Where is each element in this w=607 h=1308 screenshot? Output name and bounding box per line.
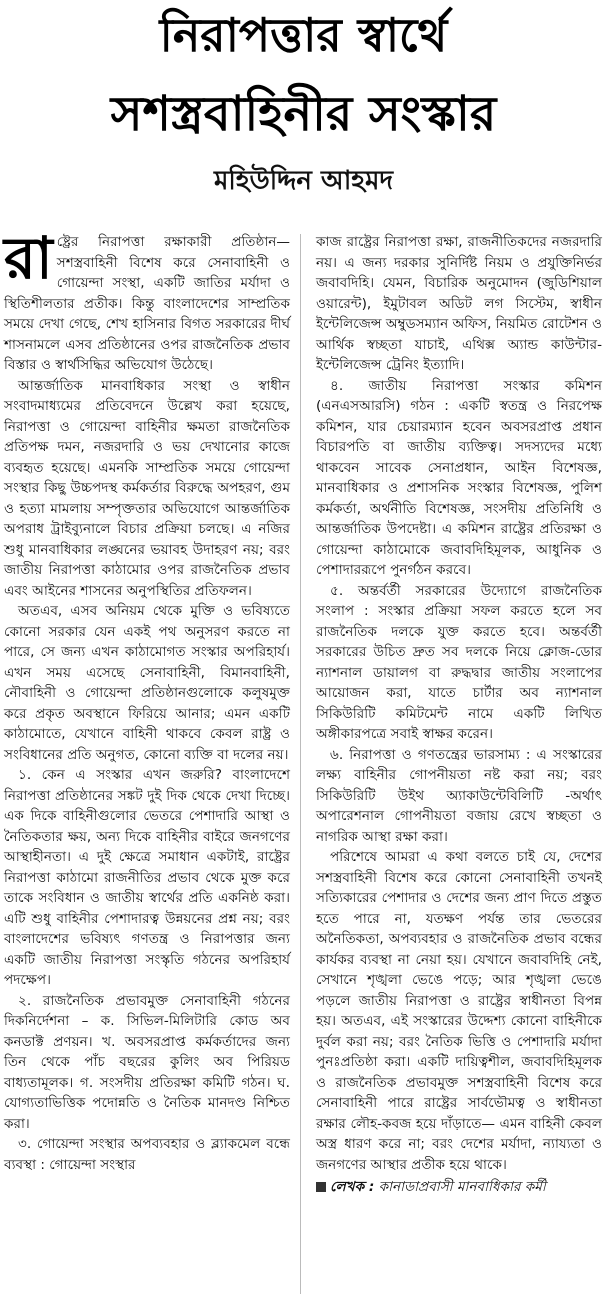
paragraph: কাজ রাষ্ট্রের নিরাপত্তা রক্ষা, রাজনীতিকদের নজরদারি নয়। এ জন্য দরকার সুনির্দিষ্ট নিয়ম ও প্রযুক্তিনির্ভর জবাবদিহি। যেমন, বিচারিক অনুমোদন (জুডিশিয়াল ওয়ারেন্ট), ইমুটাবল অডিট লগ সিস্টেম, স্বাধীন ইন্টেলিজেন্স অম্বুডসম্যান অফিস, নিয়মিত রোটেশন ও আর্থিক স্বচ্ছতা যাচাই, এথিক্স অ্যান্ড কাউন্টার-ইন্টেলিজেন্স ট্রেনিং ইত্যাদি। bbox=[316, 234, 602, 373]
paragraph bbox=[4, 224, 290, 376]
headline-line-1: নিরাপত্তার স্বার্থে bbox=[159, 8, 448, 62]
paragraph: ৪. জাতীয় নিরাপত্তা সংস্কার কমিশন (এনএসআরসি) গঠন : একটি স্বতন্ত্র ও নিরপেক্ষ কমিশন, যার চেয়ারম্যান হবেন অবসরপ্রাপ্ত প্রধান বিচারপতি বা জাতীয় ব্যক্তিত্ব। সদস্যদের মধ্যে থাকবেন সাবেক সেনাপ্রধান, আইন বিশেষজ্ঞ, মানবাধিকার ও প্রশাসনিক সংস্কার বিশেষজ্ঞ, পুলিশ কর্মকর্তা, অর্থনীতি বিশেষজ্ঞ, সংসদীয় প্রতিনিধি ও আন্তর্জাতিক উপদেষ্টা। এ কমিশন রাষ্ট্রের প্রতিরক্ষা ও গোয়েন্দা কাঠামোকে জবাবদিহিমূলক, আধুনিক ও পেশাদাররূপে পুনর্গঠন করবে। bbox=[316, 377, 602, 578]
author-byline bbox=[316, 1177, 602, 1198]
paragraph: অতএব, এসব অনিয়ম থেকে মুক্তি ও ভবিষ্যতে কোনো সরকার যেন একই পথ অনুসরণ করতে না পারে, সে জন্য এখন কাঠামোগত সংস্কার অপরিহার্য। এখন সময় এসেছে সেনাবাহিনী, বিমানবাহিনী, নৌবাহিনী ও গোয়েন্দা প্রতিষ্ঠানগুলোকে কলুষমুক্ত করে প্রকৃত অবস্থানে ফিরিয়ে আনার; এমন একটি কাঠামোতে, যেখানে বাহিনী থাকবে কেবল রাষ্ট্র ও সংবিধানের প্রতি অনুগত, কোনো ব্যক্তি বা দলের নয়। bbox=[4, 603, 290, 763]
paragraph: আন্তর্জাতিক মানবাধিকার সংস্থা ও স্বাধীন সংবাদমাধ্যমের প্রতিবেদনে উল্লেখ করা হয়েছে, নিরাপত্তা ও গোয়েন্দা বাহিনীর ক্ষমতা রাজনৈতিক প্রতিপক্ষ দমন, নজরদারি ও ভয় দেখানোর কাজে ব্যবহৃত হয়েছে। এমনকি সাম্প্রতিক সময়ে গোয়েন্দা সংস্থার কিছু উচ্চপদস্থ কর্মকর্তার বিরুদ্ধে অপহরণ, গুম ও হত্যা মামলায় সম্পৃক্ততার অভিযোগে আন্তর্জাতিক অপরাধ ট্রাইব্যুনালে বিচার প্রক্রিয়া চলছে। এ নজির শুধু মানবাধিকার লঙ্ঘনের ভয়াবহ উদাহরণ নয়; বরং জাতীয় নিরাপত্তা কাঠামোর ওপর রাজনৈতিক প্রভাব এবং আইনের শাসনের অনুপস্থিতির প্রতিফলন। bbox=[4, 377, 290, 599]
byline-label: লেখক : bbox=[330, 1179, 375, 1195]
paragraph: ৬. নিরাপত্তা ও গণতন্ত্রের ভারসাম্য : এ সংস্কারের লক্ষ্য বাহিনীর গোপনীয়তা নষ্ট করা নয়; বরং সিকিউরিটি উইথ অ্যাকাউন্টেবিলিটি -অর্থাৎ অপারেশনাল গোপনীয়তা বজায় রেখে স্বচ্ছতা ও নাগরিক আস্থা রক্ষা করা। bbox=[316, 746, 602, 845]
paragraph: ৩. গোয়েন্দা সংস্থার অপব্যবহার ও ব্ল্যাকমেল বন্ধে ব্যবস্থা : গোয়েন্দা সংস্থার bbox=[4, 1136, 290, 1173]
article-column-right bbox=[316, 232, 602, 1198]
paragraph: ২. রাজনৈতিক প্রভাবমুক্ত সেনাবাহিনী গঠনের দিকনির্দেশনা – ক. সিভিল-মিলিটারি কোড অব কনডাক্ট প্রণয়ন। খ. অবসরপ্রাপ্ত কর্মকর্তাদের জন্য তিন থেকে পাঁচ বছরের কুলিং অব পিরিয়ড বাধ্যতামূলক। গ. সংসদীয় প্রতিরক্ষা কমিটি গঠন। ঘ. যোগ্যতাভিত্তিক পদোন্নতি ও নৈতিক মানদণ্ড নিশ্চিত করা। bbox=[4, 992, 290, 1132]
author-name: মহিউদ্দিন আহমদ bbox=[213, 166, 394, 196]
paragraph: ১. কেন এ সংস্কার এখন জরুরি? বাংলাদেশে নিরাপত্তা প্রতিষ্ঠানের সঙ্কট দুই দিক থেকে দেখা দিচ্ছে। এক দিকে বাহিনীগুলোর ভেতরে পেশাদারি আস্থা ও নৈতিকতার ক্ষয়, অন্য দিকে বাহিনীর বাইরে জনগণের আস্থাহীনতা। এ দুই ক্ষেত্রে সমাধান একটাই, রাষ্ট্রের নিরাপত্তা কাঠামো রাজনীতির প্রভাব থেকে মুক্ত করে তাকে সংবিধান ও জাতীয় স্বার্থের প্রতি একনিষ্ঠ করা। এটি শুধু বাহিনীর পেশাদারত্ব উন্নয়নের প্রশ্ন নয়; বরং বাংলাদেশের ভবিষ্যৎ গণতন্ত্র ও নিরাপত্তার জন্য একটি জাতীয় নিরাপত্তা সংস্কৃতি গঠনের অপরিহার্য পদক্ষেপ। bbox=[4, 767, 290, 988]
drop-cap: রা bbox=[4, 224, 53, 292]
byline-text: কানাডাপ্রবাসী মানবাধিকার কর্মী bbox=[378, 1179, 546, 1195]
headline-line-2: সশস্ত্রবাহিনীর সংস্কার bbox=[110, 86, 497, 142]
article-column-left bbox=[4, 224, 290, 1175]
paragraph: ৫. অন্তর্বর্তী সরকারের উদ্যোগে রাজনৈতিক সংলাপ : সংস্কার প্রক্রিয়া সফল করতে হলে সব রাজনৈতিক দলকে যুক্ত করতে হবে। অন্তর্বর্তী সরকারের উচিত দ্রুত সব দলকে নিয়ে ক্লোজ-ডোর ন্যাশনাল ডায়ালগ বা রুদ্ধদ্বার জাতীয় সংলাপের আয়োজন করা, যাতে চার্টার অব ন্যাশনাল সিকিউরিটি কমিটমেন্ট নামে একটি লিখিত অঙ্গীকারপত্রে সবাই স্বাক্ষর করেন। bbox=[316, 582, 602, 742]
paragraph: পরিশেষে আমরা এ কথা বলতে চাই যে, দেশের সশস্ত্রবাহিনী বিশেষ করে কোনো সেনাবাহিনী তখনই সত্যিকারের পেশাদার ও দেশের জন্য প্রাণ দিতে প্রস্তুত হতে পারে না, যতক্ষণ পর্যন্ত তার ভেতরের অনৈতিকতা, অপব্যবহার ও রাজনৈতিক প্রভাব বন্ধের কার্যকর ব্যবস্থা না নেয়া হয়। যেখানে জবাবদিহি নেই, সেখানে শৃঙ্খলা ভেঙে পড়ে; আর শৃঙ্খলা ভেঙে পড়লে জাতীয় নিরাপত্তা ও রাষ্ট্রের স্বাধীনতা বিপন্ন হয়। অতএব, এই সংস্কারের উদ্দেশ্য কোনো বাহিনীকে দুর্বল করা নয়; বরং নৈতিক ভিত্তি ও পেশাদারি মর্যাদা পুনঃপ্রতিষ্ঠা করা। একটি দায়িত্বশীল, জবাবদিহিমূলক ও রাজনৈতিক প্রভাবমুক্ত সশস্ত্রবাহিনী বিশেষ করে সেনাবাহিনী পারে রাষ্ট্রের সার্বভৌমত্ব ও স্বাধীনতা রক্ষার লৌহ-কবজ হয়ে দাঁড়াতে— এমন বাহিনী কেবল অস্ত্র ধারণ করে না; বরং দেশের মর্যাদা, ন্যায্যতা ও জনগণের আস্থার প্রতীক হয়ে থাকে। bbox=[316, 849, 602, 1173]
square-bullet-icon bbox=[316, 1182, 326, 1192]
paragraph-text: ষ্ট্রের নিরাপত্তা রক্ষাকারী প্রতিষ্ঠান—সশস্ত্রবাহিনী বিশেষ করে সেনাবাহিনী ও গোয়েন্দা সংস্থা, একটি জাতির মর্যাদা ও স্থিতিশীলতার প্রতীক। কিন্তু বাংলাদেশের সাম্প্রতিক সময়ে দেখা গেছে, শেখ হাসিনার বিগত সরকারের দীর্ঘ শাসনামলে এসব প্রতিষ্ঠানের ওপর রাজনৈতিক প্রভাব বিস্তার ও স্বার্থসিদ্ধির অভিযোগ উঠেছে। bbox=[4, 234, 290, 373]
column-divider bbox=[300, 234, 301, 1294]
